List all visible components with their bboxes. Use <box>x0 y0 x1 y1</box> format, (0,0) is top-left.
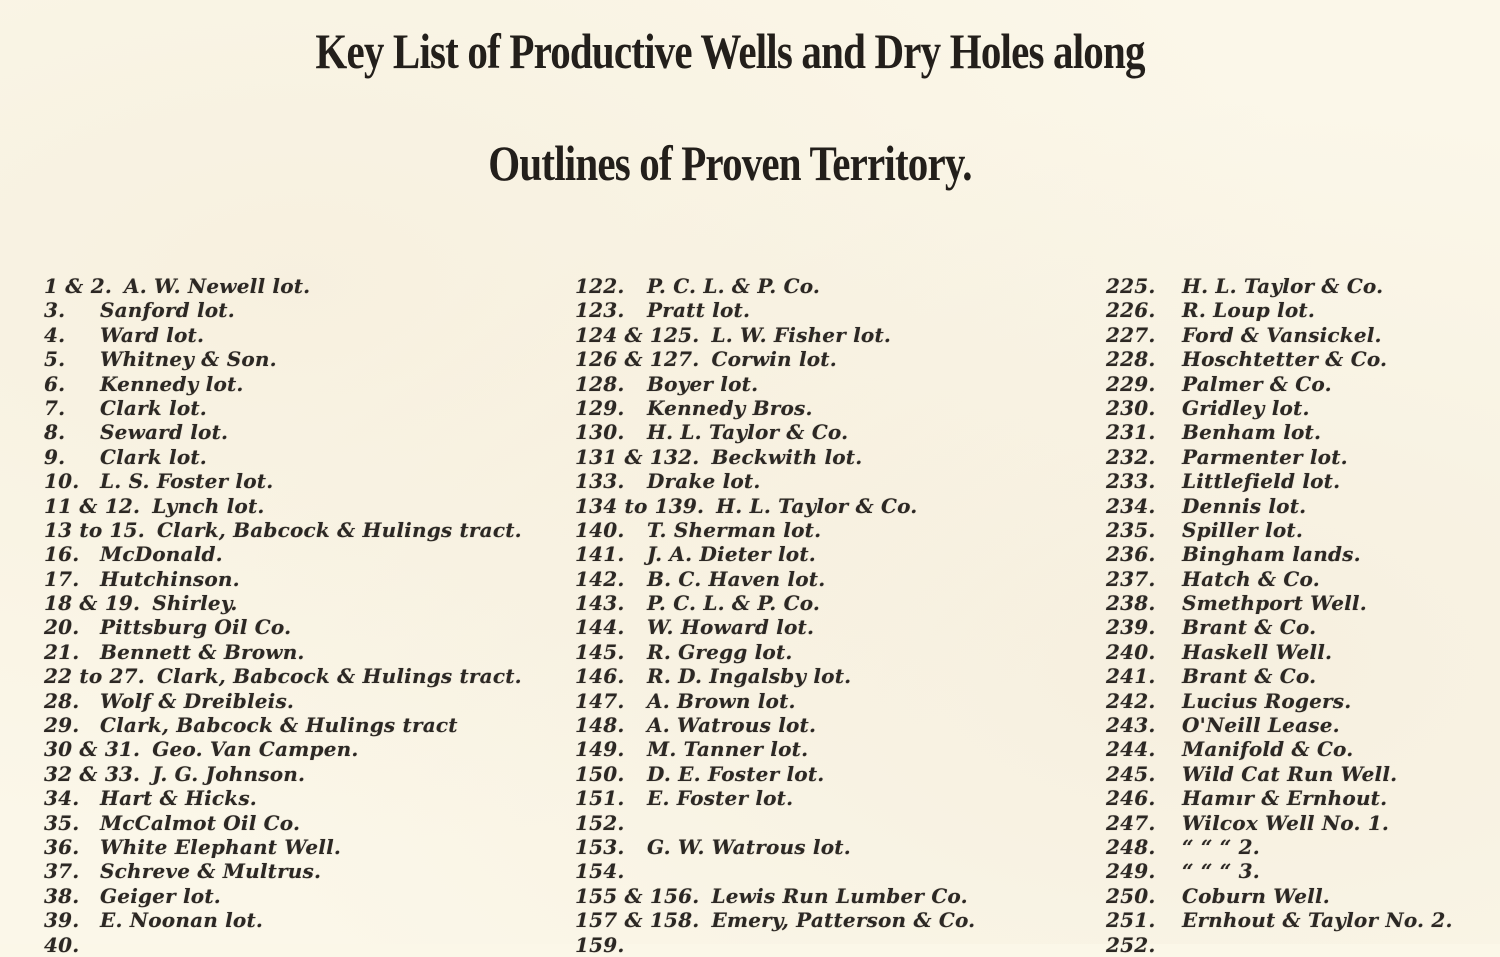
well-owner-name: L. S. Foster lot. <box>100 469 274 494</box>
well-number: 140. <box>575 517 625 542</box>
well-owner-name: A. Watrous lot. <box>647 713 817 738</box>
well-list-entry <box>575 542 975 566</box>
well-owner-name: Hoschtetter & Co. <box>1182 347 1388 372</box>
well-number: 249. <box>1106 859 1156 884</box>
well-owner-name: Kennedy lot. <box>100 371 244 396</box>
well-number: 234. <box>1106 493 1156 518</box>
well-owner-name: M. Tanner lot. <box>647 737 809 762</box>
well-number: 133. <box>575 469 625 494</box>
well-owner-name: Seward lot. <box>100 420 229 445</box>
well-number: 229. <box>1106 371 1156 396</box>
well-number: 151. <box>575 786 625 811</box>
well-number: 239. <box>1106 615 1156 640</box>
well-owner-name: Bingham lands. <box>1182 542 1361 567</box>
well-list-entry <box>44 884 522 908</box>
well-list-entry <box>575 664 975 688</box>
well-number: 230. <box>1106 395 1156 420</box>
well-number: 13 to 15. <box>44 517 145 542</box>
well-number: 251. <box>1106 908 1156 933</box>
well-owner-name: Sanford lot. <box>100 298 235 323</box>
well-number: 150. <box>575 761 625 786</box>
well-list-entry <box>575 640 975 664</box>
well-list-entry <box>1106 567 1453 591</box>
well-list-entry <box>44 396 522 420</box>
well-owner-name: Clark, Babcock & Hulings tract. <box>156 517 522 542</box>
well-owner-name: P. C. L. & P. Co. <box>647 274 821 298</box>
well-owner-name: Whitney & Son. <box>100 347 277 372</box>
well-number: 122. <box>575 274 625 298</box>
well-list-entry <box>1106 372 1453 396</box>
well-owner-name: Ernhout & Taylor No. 2. <box>1182 908 1453 933</box>
well-owner-name: Geo. Van Campen. <box>152 737 359 762</box>
well-number: 134 to 139. <box>575 493 705 518</box>
well-number: 250. <box>1106 883 1156 908</box>
well-owner-name: Ford & Vansickel. <box>1182 322 1382 347</box>
well-owner-name: Corwin lot. <box>711 347 837 372</box>
well-owner-name: Hatch & Co. <box>1182 566 1320 591</box>
well-owner-name: A. W. Newell lot. <box>123 274 311 298</box>
well-number: 126 & 127. <box>575 347 700 372</box>
well-owner-name: Benham lot. <box>1182 420 1322 445</box>
well-list-entry <box>44 713 522 737</box>
well-number: 157 & 158. <box>575 908 700 933</box>
well-number: 241. <box>1106 664 1156 689</box>
well-list-entry <box>575 713 975 737</box>
well-list-entry <box>575 908 975 932</box>
well-owner-name: Clark lot. <box>100 444 207 469</box>
well-number: 248. <box>1106 834 1156 859</box>
well-owner-name: H. L. Taylor & Co. <box>716 493 918 518</box>
well-list-entry <box>44 518 522 542</box>
page-title: Key List of Productive Wells and Dry Holes along <box>315 23 1145 79</box>
well-owner-name: Ward lot. <box>100 322 205 347</box>
well-list-entry <box>44 567 522 591</box>
well-list-entry <box>1106 542 1453 566</box>
well-list-entry <box>1106 689 1453 713</box>
well-number: 5. <box>44 347 66 372</box>
well-number: 9. <box>44 444 66 469</box>
well-number: 226. <box>1106 298 1156 323</box>
well-list-entry <box>575 762 975 786</box>
well-list-entry <box>1106 762 1453 786</box>
well-owner-name: Clark, Babcock & Hulings tract <box>100 713 458 738</box>
well-list-entry <box>44 615 522 639</box>
well-number: 247. <box>1106 810 1156 835</box>
well-list-entry <box>44 640 522 664</box>
well-owner-name: E. Noonan lot. <box>100 908 264 933</box>
well-list-entry <box>44 591 522 615</box>
well-list-entry <box>575 591 975 615</box>
well-number: 159. <box>575 932 625 957</box>
well-number: 131 & 132. <box>575 444 700 469</box>
well-owner-name: McDonald. <box>100 542 223 567</box>
well-number: 35. <box>44 810 80 835</box>
well-list-entry <box>44 542 522 566</box>
well-owner-name: Hutchinson. <box>100 566 240 591</box>
well-list-entry <box>44 494 522 518</box>
well-owner-name: Wolf & Dreibleis. <box>100 688 295 713</box>
well-list-entry <box>575 372 975 396</box>
well-list-entry <box>575 420 975 444</box>
well-owner-name: Bennett & Brown. <box>100 639 305 664</box>
well-owner-name: Clark, Babcock & Hulings tract. <box>156 664 522 689</box>
well-number: 36. <box>44 834 80 859</box>
well-owner-name: Littlefield lot. <box>1182 469 1341 494</box>
well-list-entry <box>575 737 975 761</box>
well-owner-name: P. C. L. & P. Co. <box>647 591 821 616</box>
well-list-entry <box>1106 347 1453 371</box>
well-owner-name: Brant & Co. <box>1182 615 1317 640</box>
well-number: 231. <box>1106 420 1156 445</box>
well-owner-name: Manifold & Co. <box>1182 737 1354 762</box>
well-owner-name: Lewis Run Lumber Co. <box>711 883 968 908</box>
well-list-entry <box>575 298 975 322</box>
well-number: 32 & 33. <box>44 761 141 786</box>
well-owner-name: H. L. Taylor & Co. <box>647 420 849 445</box>
well-owner-name: “ “ “ 2. <box>1182 834 1260 859</box>
well-list-entry <box>44 469 522 493</box>
well-list-entry <box>575 811 975 835</box>
well-list-entry <box>575 396 975 420</box>
well-number: 242. <box>1106 688 1156 713</box>
well-owner-name: Schreve & Multrus. <box>100 859 322 884</box>
well-list-entry <box>575 347 975 371</box>
well-number: 34. <box>44 786 80 811</box>
well-owner-name: W. Howard lot. <box>647 615 815 640</box>
well-number: 124 & 125. <box>575 322 700 347</box>
well-number: 123. <box>575 298 625 323</box>
well-number: 252. <box>1106 932 1156 957</box>
well-number: 225. <box>1106 274 1156 298</box>
well-owner-name: Lucius Rogers. <box>1182 688 1352 713</box>
well-owner-name: B. C. Haven lot. <box>647 566 826 591</box>
well-list-entry <box>44 811 522 835</box>
well-number: 148. <box>575 713 625 738</box>
well-owner-name: Gridley lot. <box>1182 395 1310 420</box>
well-owner-name: G. W. Watrous lot. <box>647 834 851 859</box>
well-list-entry <box>575 835 975 859</box>
well-number: 147. <box>575 688 625 713</box>
well-list-entry <box>575 518 975 542</box>
well-number: 8. <box>44 420 66 445</box>
well-list-entry <box>1106 811 1453 835</box>
well-list-entry <box>44 737 522 761</box>
well-owner-name: Parmenter lot. <box>1182 444 1348 469</box>
well-list-entry <box>1106 420 1453 444</box>
well-owner-name: R. Gregg lot. <box>647 639 793 664</box>
well-list-entry <box>575 567 975 591</box>
well-list-entry <box>575 859 975 883</box>
well-number: 38. <box>44 883 80 908</box>
well-owner-name: Hamır & Ernhout. <box>1182 786 1388 811</box>
well-owner-name: H. L. Taylor & Co. <box>1182 274 1384 298</box>
well-number: 144. <box>575 615 625 640</box>
well-list-entry <box>1106 786 1453 810</box>
well-number: 155 & 156. <box>575 883 700 908</box>
well-number: 28. <box>44 688 80 713</box>
well-list-entry <box>44 347 522 371</box>
well-list-entry <box>1106 859 1453 883</box>
well-owner-name: O'Neill Lease. <box>1182 713 1340 738</box>
well-owner-name: T. Sherman lot. <box>647 517 822 542</box>
well-list-entry <box>44 908 522 932</box>
well-list-entry-clipped <box>1106 932 1453 957</box>
well-number: 233. <box>1106 469 1156 494</box>
well-number: 149. <box>575 737 625 762</box>
well-number: 29. <box>44 713 80 738</box>
key-list-column-2 <box>575 274 976 957</box>
well-owner-name: J. G. Johnson. <box>152 761 306 786</box>
well-number: 128. <box>575 371 625 396</box>
well-owner-name: Kennedy Bros. <box>647 395 813 420</box>
well-owner-name: Wild Cat Run Well. <box>1182 761 1398 786</box>
well-owner-name: Palmer & Co. <box>1182 371 1332 396</box>
well-list-entry <box>44 762 522 786</box>
well-number: 11 & 12. <box>44 493 141 518</box>
well-owner-name: Smethport Well. <box>1182 591 1367 616</box>
well-owner-name: Wilcox Well No. 1. <box>1182 810 1390 835</box>
well-list-entry <box>44 664 522 688</box>
well-owner-name: Pittsburg Oil Co. <box>100 615 292 640</box>
well-list-entry <box>1106 615 1453 639</box>
well-list-entry <box>1106 469 1453 493</box>
well-number: 10. <box>44 469 80 494</box>
well-list-entry-clipped <box>44 932 522 957</box>
well-owner-name: D. E. Foster lot. <box>647 761 825 786</box>
well-owner-name: McCalmot Oil Co. <box>100 810 301 835</box>
well-list-entry <box>1106 445 1453 469</box>
well-owner-name: Boyer lot. <box>647 371 759 396</box>
well-list-entry <box>1106 494 1453 518</box>
well-list-entry <box>575 786 975 810</box>
well-list-entry <box>1106 591 1453 615</box>
well-number: 143. <box>575 591 625 616</box>
well-number: 237. <box>1106 566 1156 591</box>
well-list-entry <box>44 274 522 298</box>
well-list-entry <box>44 835 522 859</box>
well-list-entry <box>44 786 522 810</box>
well-number: 21. <box>44 639 80 664</box>
well-owner-name: Hart & Hicks. <box>100 786 257 811</box>
well-number: 129. <box>575 395 625 420</box>
well-number: 243. <box>1106 713 1156 738</box>
well-number: 227. <box>1106 322 1156 347</box>
well-owner-name: Haskell Well. <box>1182 639 1333 664</box>
well-number: 17. <box>44 566 80 591</box>
well-owner-name: Dennis lot. <box>1182 493 1307 518</box>
well-number: 22 to 27. <box>44 664 145 689</box>
well-number: 238. <box>1106 591 1156 616</box>
well-list-entry <box>1106 640 1453 664</box>
well-list-entry <box>575 884 975 908</box>
well-number: 37. <box>44 859 80 884</box>
key-list-column-3 <box>1106 274 1453 957</box>
key-list-column-1 <box>44 274 522 957</box>
well-owner-name: E. Foster lot. <box>647 786 794 811</box>
well-owner-name: Geiger lot. <box>100 883 221 908</box>
well-list-entry <box>1106 737 1453 761</box>
well-owner-name: R. D. Ingalsby lot. <box>647 664 852 689</box>
well-owner-name: Brant & Co. <box>1182 664 1317 689</box>
well-number: 244. <box>1106 737 1156 762</box>
well-owner-name: White Elephant Well. <box>100 834 342 859</box>
well-number: 40. <box>44 932 80 957</box>
well-list-entry <box>575 494 975 518</box>
well-number: 20. <box>44 615 80 640</box>
well-list-entry <box>575 323 975 347</box>
well-number: 7. <box>44 395 66 420</box>
well-number: 30 & 31. <box>44 737 141 762</box>
well-number: 142. <box>575 566 625 591</box>
well-owner-name: Pratt lot. <box>647 298 751 323</box>
well-number: 4. <box>44 322 66 347</box>
well-number: 236. <box>1106 542 1156 567</box>
well-number: 16. <box>44 542 80 567</box>
well-list-entry <box>1106 298 1453 322</box>
well-owner-name: Clark lot. <box>100 395 207 420</box>
well-owner-name: Lynch lot. <box>152 493 265 518</box>
well-list-entry <box>1106 835 1453 859</box>
well-number: 228. <box>1106 347 1156 372</box>
well-number: 18 & 19. <box>44 591 141 616</box>
well-number: 141. <box>575 542 625 567</box>
well-list-entry <box>44 298 522 322</box>
well-owner-name: R. Loup lot. <box>1182 298 1315 323</box>
well-list-entry <box>1106 908 1453 932</box>
well-list-entry <box>575 469 975 493</box>
well-list-entry-clipped <box>575 932 975 957</box>
well-list-entry <box>1106 274 1453 298</box>
well-owner-name: “ “ “ 3. <box>1182 859 1260 884</box>
well-number: 240. <box>1106 639 1156 664</box>
well-number: 153. <box>575 834 625 859</box>
well-list-entry <box>44 420 522 444</box>
well-number: 6. <box>44 371 66 396</box>
well-list-entry <box>1106 323 1453 347</box>
well-number: 245. <box>1106 761 1156 786</box>
well-number: 3. <box>44 298 66 323</box>
well-number: 152. <box>575 810 625 835</box>
well-owner-name: J. A. Dieter lot. <box>647 542 816 567</box>
well-list-entry <box>1106 884 1453 908</box>
well-list-entry <box>44 445 522 469</box>
well-owner-name: Beckwith lot. <box>711 444 863 469</box>
well-list-entry <box>44 372 522 396</box>
well-number: 146. <box>575 664 625 689</box>
well-list-entry <box>1106 396 1453 420</box>
well-list-entry <box>1106 518 1453 542</box>
well-list-entry <box>1106 713 1453 737</box>
well-list-entry <box>575 615 975 639</box>
well-number: 130. <box>575 420 625 445</box>
well-owner-name: L. W. Fisher lot. <box>711 322 892 347</box>
page-subtitle: Outlines of Proven Territory. <box>488 135 972 191</box>
well-list-entry <box>575 689 975 713</box>
well-owner-name: A. Brown lot. <box>647 688 796 713</box>
well-list-entry <box>1106 664 1453 688</box>
well-owner-name: Spiller lot. <box>1182 517 1303 542</box>
well-list-entry <box>575 274 975 298</box>
well-list-entry <box>575 445 975 469</box>
well-list-entry <box>44 689 522 713</box>
well-list-entry <box>44 323 522 347</box>
well-number: 246. <box>1106 786 1156 811</box>
well-number: 154. <box>575 859 625 884</box>
well-number: 232. <box>1106 444 1156 469</box>
well-owner-name: Drake lot. <box>647 469 761 494</box>
well-number: 145. <box>575 639 625 664</box>
well-list-entry <box>44 859 522 883</box>
well-number: 1 & 2. <box>44 274 112 298</box>
well-owner-name: Emery, Patterson & Co. <box>711 908 976 933</box>
well-number: 235. <box>1106 517 1156 542</box>
well-owner-name: Coburn Well. <box>1182 883 1330 908</box>
well-number: 39. <box>44 908 80 933</box>
well-owner-name: Shirley. <box>152 591 238 616</box>
